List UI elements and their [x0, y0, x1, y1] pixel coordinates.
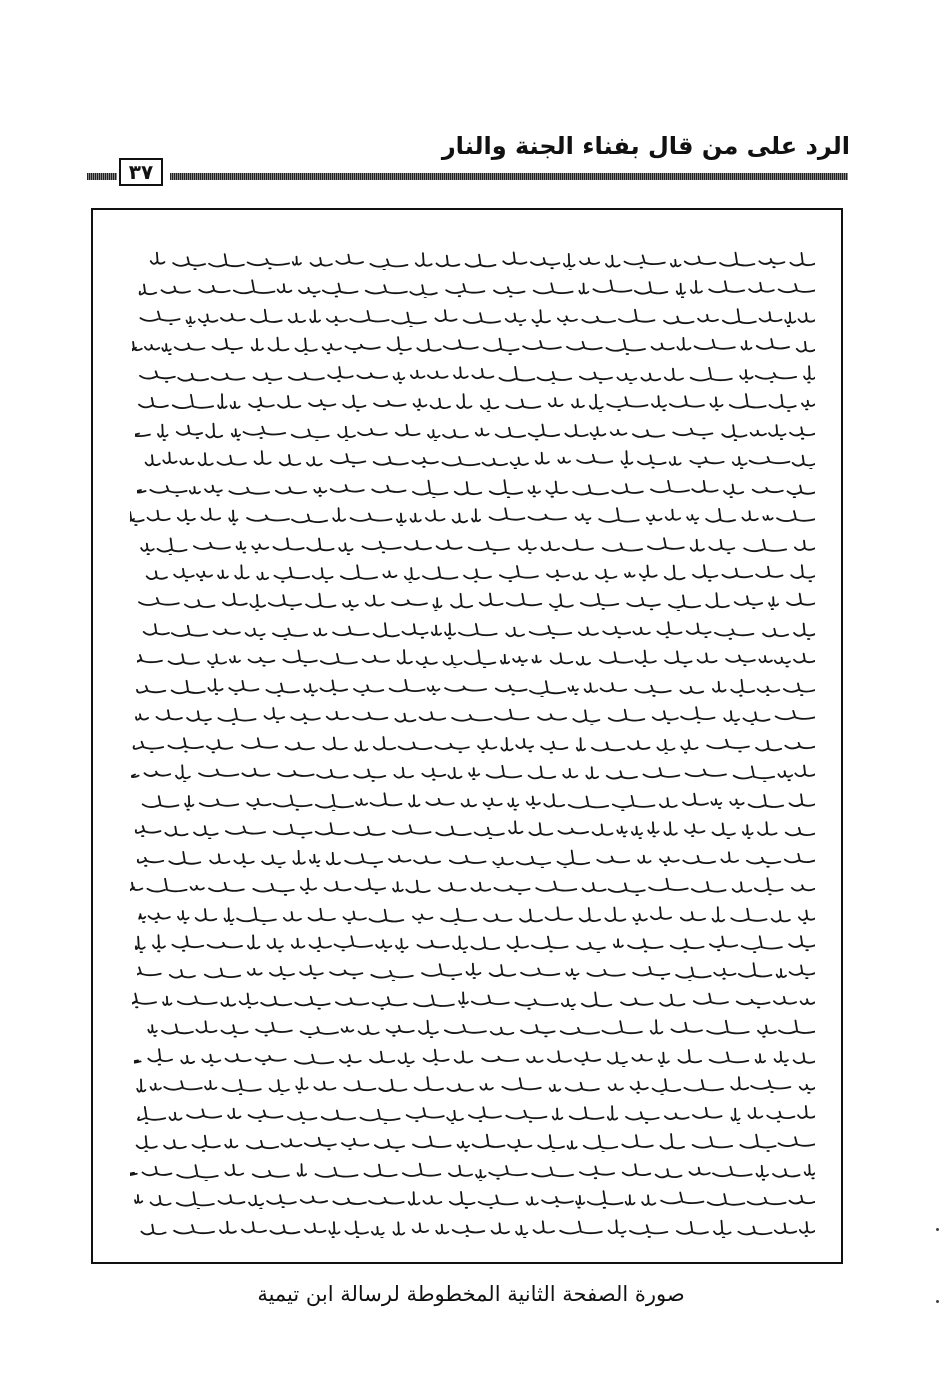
manuscript-line — [135, 392, 815, 412]
figure-caption: صورة الصفحة الثانية المخطوطة لرسالة ابن تيمية — [257, 1282, 685, 1306]
scan-speck — [936, 1300, 939, 1303]
manuscript-line — [132, 335, 815, 355]
manuscript-line — [130, 535, 815, 555]
manuscript-line — [132, 563, 815, 583]
manuscript-line — [133, 364, 815, 384]
manuscript-line — [136, 905, 815, 925]
manuscript-line — [137, 478, 816, 498]
header-rule-left — [87, 173, 117, 180]
manuscript-frame — [91, 208, 843, 1264]
manuscript-line — [132, 705, 815, 725]
manuscript-line — [136, 278, 815, 298]
manuscript-line — [133, 677, 815, 697]
manuscript-line — [134, 1047, 815, 1067]
manuscript-line — [131, 1132, 815, 1152]
manuscript-line — [133, 1218, 815, 1238]
manuscript-line — [132, 933, 815, 953]
manuscript-line — [131, 1189, 815, 1209]
manuscript-line — [133, 591, 815, 611]
manuscript-line — [130, 506, 815, 526]
manuscript-line — [135, 421, 815, 441]
running-header-title: الرد على من قال بفناء الجنة والنار — [441, 132, 850, 160]
manuscript-line — [130, 876, 815, 896]
manuscript-line — [137, 648, 815, 668]
manuscript-line — [132, 819, 815, 839]
manuscript-line — [137, 791, 815, 811]
manuscript-line — [131, 762, 815, 782]
manuscript-line — [130, 1161, 815, 1181]
manuscript-line — [134, 848, 815, 868]
manuscript-line — [137, 449, 815, 469]
manuscript-line — [135, 1018, 815, 1038]
manuscript-line — [137, 961, 815, 981]
manuscript-line — [130, 734, 815, 754]
manuscript-line — [131, 1075, 815, 1095]
manuscript-line — [139, 250, 815, 270]
manuscript-line — [132, 990, 815, 1010]
manuscript-line — [135, 620, 815, 640]
scan-speck — [936, 1228, 939, 1231]
manuscript-image — [133, 250, 815, 1242]
manuscript-line — [135, 1104, 815, 1124]
page-number: ٣٧ — [119, 158, 163, 186]
header-rule-right — [170, 173, 848, 180]
manuscript-line — [133, 307, 815, 327]
